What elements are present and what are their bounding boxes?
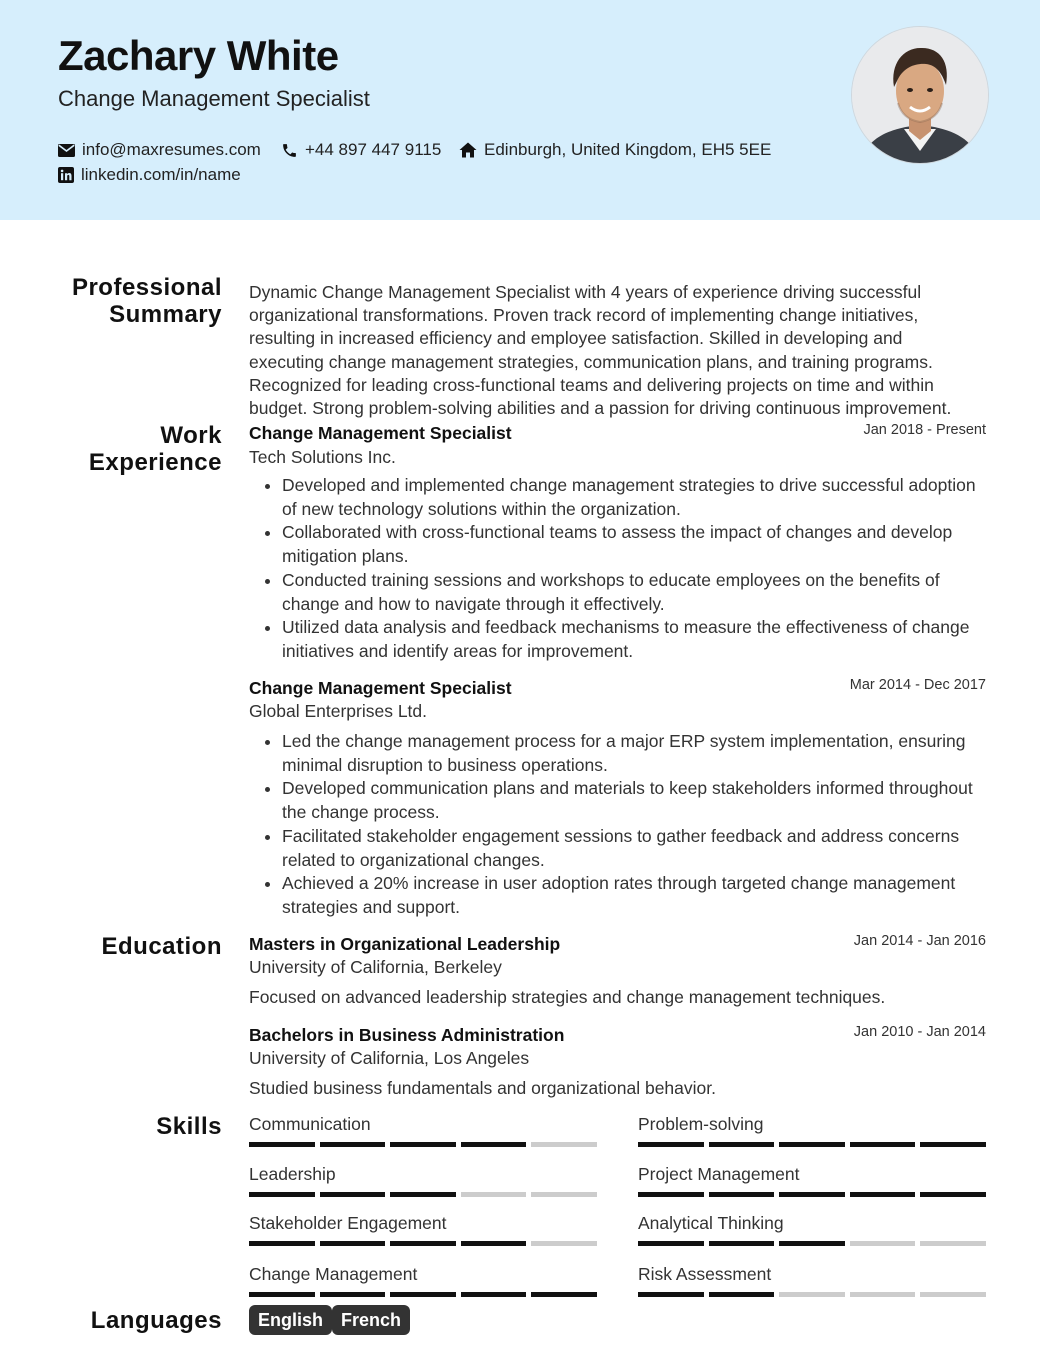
education-dates: Jan 2010 - Jan 2014	[853, 1024, 986, 1040]
email-text: info@maxresumes.com	[82, 140, 261, 159]
skill-level-segment	[461, 1292, 527, 1297]
skill-level-segment	[850, 1292, 916, 1297]
profile-photo	[851, 26, 989, 164]
linkedin-text: linkedin.com/in/name	[81, 165, 241, 184]
section-title-education: Education	[101, 933, 222, 960]
education-description: Studied business fundamentals and organizational behavior.	[249, 1078, 716, 1098]
skill-level-segment	[850, 1192, 916, 1197]
language-badge: English	[249, 1305, 332, 1335]
skill-level-segment	[531, 1192, 597, 1197]
contact-phone[interactable]	[281, 140, 441, 160]
skill-level-segment	[461, 1142, 527, 1147]
education-degree: Masters in Organizational Leadership	[249, 934, 561, 954]
contact-linkedin[interactable]	[58, 165, 241, 185]
skill-level-segment	[920, 1192, 986, 1197]
job-dates: Jan 2018 - Present	[863, 422, 986, 438]
skill-level-segment	[531, 1292, 597, 1297]
linkedin-icon	[58, 167, 74, 183]
skill-level-segment	[638, 1292, 704, 1297]
skill-level-segment	[531, 1241, 597, 1246]
skill-level-bar	[638, 1192, 986, 1197]
skill-level-segment	[779, 1292, 845, 1297]
skill-level-segment	[390, 1192, 456, 1197]
job-bullets	[249, 730, 989, 920]
skill-name: Stakeholder Engagement	[249, 1213, 447, 1233]
language-badge: French	[332, 1305, 410, 1335]
skill-level-segment	[249, 1192, 315, 1197]
skill-level-segment	[249, 1142, 315, 1147]
skill-level-segment	[850, 1142, 916, 1147]
section-title-summary: Professional Summary	[71, 274, 222, 328]
candidate-title: Change Management Specialist	[58, 86, 370, 111]
skill-level-segment	[461, 1192, 527, 1197]
envelope-icon	[58, 144, 75, 157]
job-bullet: • Conducted training sessions and workshops to educate employees on the benefits of change and how to navigate through it effectively.	[282, 569, 989, 616]
skill-level-segment	[249, 1292, 315, 1297]
skill-level-segment	[638, 1241, 704, 1246]
skill-name: Project Management	[638, 1164, 800, 1184]
summary-text: Dynamic Change Management Specialist with 4 years of experience driving successful organizational transformations. Proven track record of implementing change initiatives, resulting in increased efficiency and employee satisfaction. Skilled in developing and executing change management strategies, communication plans, and training programs. Recognized for leading cross-functional teams and delivering projects on time and within budget. Strong problem-solving abilities and a passion for driving continuous improvement.	[249, 282, 952, 419]
job-company: Tech Solutions Inc.	[249, 447, 396, 467]
job-company: Global Enterprises Ltd.	[249, 701, 428, 721]
job-bullet: • Developed and implemented change management strategies to drive successful adoption of new technology solutions within the organization.	[282, 474, 989, 521]
skill-name: Change Management	[249, 1264, 418, 1284]
job-bullet: • Developed communication plans and materials to keep stakeholders informed throughout the change process.	[282, 777, 989, 824]
skill-level-bar	[249, 1292, 597, 1297]
skill-level-segment	[390, 1292, 456, 1297]
skill-level-bar	[249, 1192, 597, 1197]
skill-level-segment	[461, 1241, 527, 1246]
resume-header	[0, 0, 1040, 220]
job-dates: Mar 2014 - Dec 2017	[849, 677, 986, 693]
skill-level-segment	[920, 1241, 986, 1246]
skill-level-segment	[709, 1192, 775, 1197]
home-icon	[459, 142, 477, 158]
skill-level-segment	[709, 1142, 775, 1147]
candidate-name: Zachary White	[58, 32, 339, 79]
section-title-skills: Skills	[156, 1113, 222, 1140]
job-bullet: • Facilitated stakeholder engagement sessions to gather feedback and address concerns related to organizational changes.	[282, 825, 989, 872]
skill-level-segment	[709, 1292, 775, 1297]
contact-email[interactable]	[58, 140, 261, 160]
skill-level-segment	[779, 1192, 845, 1197]
job-role: Change Management Specialist	[249, 423, 512, 443]
skill-name: Problem-solving	[638, 1114, 764, 1134]
skill-level-segment	[709, 1241, 775, 1246]
skill-level-bar	[249, 1241, 597, 1246]
contact-location	[459, 140, 771, 160]
skill-level-segment	[920, 1292, 986, 1297]
skill-name: Analytical Thinking	[638, 1213, 784, 1233]
location-text: Edinburgh, United Kingdom, EH5 5EE	[484, 140, 772, 159]
skill-level-segment	[779, 1142, 845, 1147]
skill-level-segment	[320, 1292, 386, 1297]
skill-level-segment	[779, 1241, 845, 1246]
job-role: Change Management Specialist	[249, 678, 512, 698]
skill-level-segment	[638, 1142, 704, 1147]
skill-level-segment	[920, 1142, 986, 1147]
skill-level-bar	[638, 1292, 986, 1297]
job-bullets	[249, 474, 989, 664]
phone-text: +44 897 447 9115	[305, 140, 442, 159]
education-degree: Bachelors in Business Administration	[249, 1025, 565, 1045]
section-title-work: Work Experience	[88, 422, 222, 476]
education-school: University of California, Los Angeles	[249, 1048, 530, 1068]
skill-level-segment	[320, 1142, 386, 1147]
skill-level-segment	[390, 1142, 456, 1147]
job-bullet: • Led the change management process for a major ERP system implementation, ensuring minimal disruption to business operations.	[282, 730, 989, 777]
job-bullet: • Utilized data analysis and feedback mechanisms to measure the effectiveness of change initiatives and identify areas for improvement.	[282, 616, 989, 663]
skill-level-segment	[390, 1241, 456, 1246]
skill-level-segment	[850, 1241, 916, 1246]
skill-level-bar	[249, 1142, 597, 1147]
job-bullet: • Achieved a 20% increase in user adoption rates through targeted change management strategies and support.	[282, 872, 989, 919]
skill-name: Leadership	[249, 1164, 336, 1184]
skill-level-segment	[320, 1241, 386, 1246]
education-school: University of California, Berkeley	[249, 957, 502, 977]
skill-level-bar	[638, 1241, 986, 1246]
phone-icon	[281, 142, 298, 159]
skill-level-bar	[638, 1142, 986, 1147]
skill-level-segment	[638, 1192, 704, 1197]
skill-level-segment	[320, 1192, 386, 1197]
skill-level-segment	[249, 1241, 315, 1246]
education-description: Focused on advanced leadership strategies and change management techniques.	[249, 987, 886, 1007]
education-dates: Jan 2014 - Jan 2016	[853, 933, 986, 949]
skill-name: Communication	[249, 1114, 371, 1134]
section-title-languages: Languages	[90, 1307, 222, 1334]
skill-name: Risk Assessment	[638, 1264, 772, 1284]
skill-level-segment	[531, 1142, 597, 1147]
job-bullet: • Collaborated with cross-functional teams to assess the impact of changes and develop mitigation plans.	[282, 521, 989, 568]
